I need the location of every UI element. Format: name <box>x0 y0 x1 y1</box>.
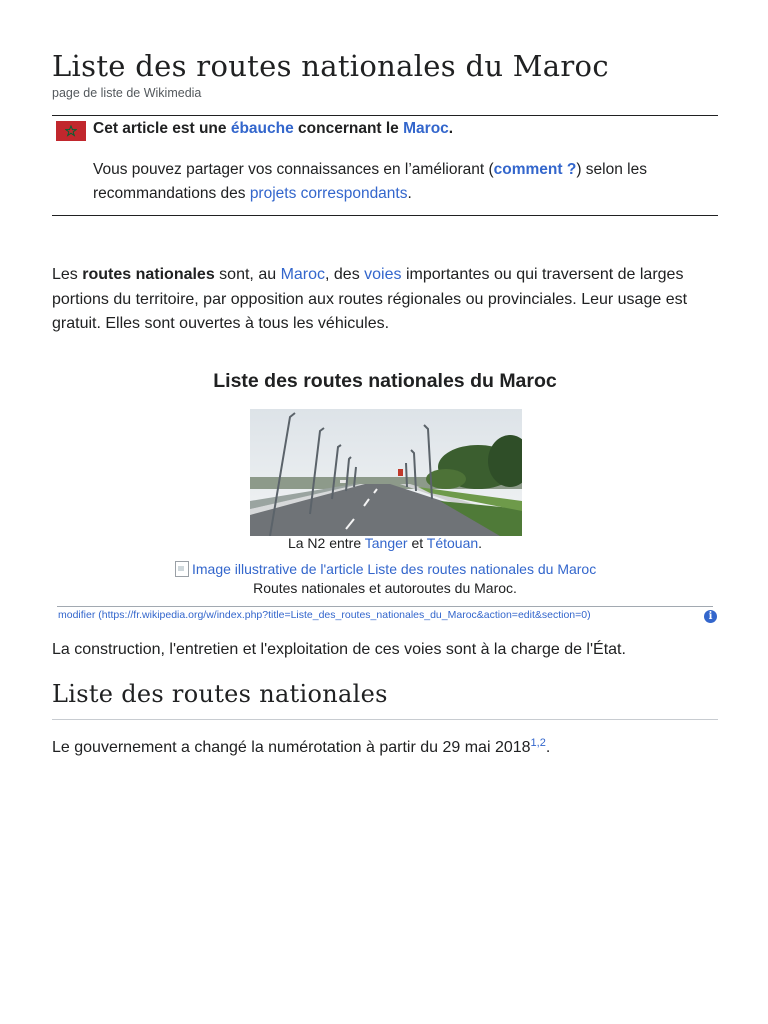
infobox-edit-bar <box>57 606 713 625</box>
how-to-link[interactable] <box>494 161 577 178</box>
reference-link-2[interactable]: 2 <box>539 737 546 749</box>
stub-prefix: Cet article est une <box>93 120 231 137</box>
road-photo[interactable] <box>250 409 522 536</box>
map-caption: Routes nationales et autoroutes du Maroc. <box>253 580 517 596</box>
photo-caption-mid: et <box>407 535 427 551</box>
intro-paragraph <box>52 263 718 337</box>
intro-text-1: Les <box>52 266 83 283</box>
maroc-link[interactable]: Maroc <box>280 266 326 283</box>
intro-text-4: importantes ou qui traversent de larges portions du territoire, par opposition aux routes régionales ou provinciales. Leur usage est gratuit. Elles sont ouvertes à tous les véhicules. <box>52 266 688 332</box>
how-to-link-label: comment ? <box>493 161 577 178</box>
numerotation-end: . <box>545 739 551 756</box>
photo-caption <box>52 535 718 551</box>
stub-link[interactable]: ébauche <box>230 120 294 137</box>
tetouan-link[interactable]: Tétouan <box>426 535 479 551</box>
map-image-alt-text: Image illustrative de l'article Liste des routes nationales du Maroc <box>192 561 597 577</box>
reference-link-1[interactable]: 1 <box>530 737 537 749</box>
photo-caption-prefix: La N2 entre <box>287 535 365 551</box>
body-paragraph-construction: La construction, l'entretien et l'exploitation de ces voies sont à la charge de l'État. <box>52 641 626 658</box>
share-suffix: . <box>407 185 412 202</box>
numerotation-text: Le gouvernement a changé la numérotation à partir du 29 mai 2018 <box>52 739 531 756</box>
share-middle: ) selon les recommandations des <box>93 161 647 202</box>
info-icon[interactable]: i <box>704 610 717 623</box>
broken-image-icon <box>175 561 189 577</box>
topic-link-maroc[interactable]: Maroc <box>403 120 449 137</box>
references <box>531 737 546 749</box>
tanger-link[interactable]: Tanger <box>364 535 408 551</box>
voies-link[interactable]: voies <box>364 266 402 283</box>
stub-heading <box>93 120 453 138</box>
star-icon <box>65 125 77 137</box>
edit-infobox-link[interactable]: modifier (https://fr.wikipedia.org/w/index.php?title=Liste_des_routes_nationales_du_Maroc&action=edit&section=0) <box>58 609 591 621</box>
stub-middle: concernant le <box>293 120 404 137</box>
projects-link[interactable]: projets correspondants <box>249 185 408 202</box>
infobox-title: Liste des routes nationales du Maroc <box>213 370 557 392</box>
body-paragraph-numerotation <box>52 737 718 757</box>
page-subtitle: page de liste de Wikimedia <box>52 86 202 100</box>
photo-caption-suffix: . <box>478 535 483 551</box>
stub-share-text <box>93 158 693 206</box>
map-image-broken[interactable] <box>175 561 596 577</box>
reference-separator: , <box>536 737 540 749</box>
page-title: Liste des routes nationales du Maroc <box>52 49 609 83</box>
section-heading-liste: Liste des routes nationales <box>52 680 718 720</box>
share-prefix: Vous pouvez partager vos connaissances en l’améliorant ( <box>93 161 494 178</box>
road-photo-image <box>250 409 522 536</box>
morocco-flag-icon <box>56 121 86 141</box>
stub-suffix: . <box>448 120 454 137</box>
stub-notice-box <box>52 115 718 216</box>
intro-text-2: sont, au <box>214 266 281 283</box>
intro-bold-term: routes nationales <box>82 266 215 283</box>
intro-text-3: , des <box>325 266 365 283</box>
